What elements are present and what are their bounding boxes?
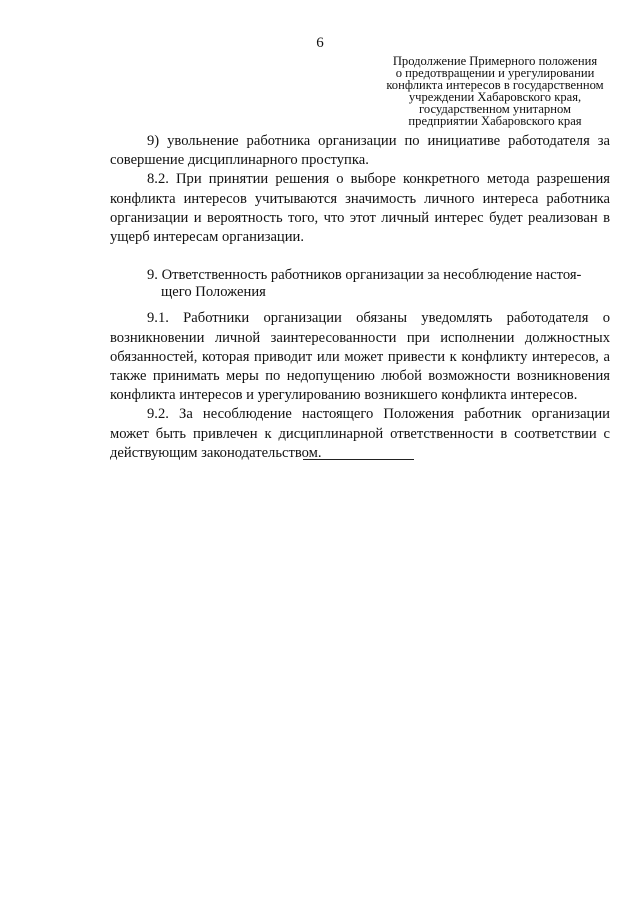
header-note-line: государственном унитарном (419, 102, 571, 116)
document-body (110, 132, 610, 463)
header-note (370, 55, 620, 127)
paragraph-9-2: 9.2. За несоблюдение настоящего Положения работник организации может быть привлечен к дисциплинарной ответственности в соответствии с действующим законодательством. (110, 406, 610, 461)
header-note-line: Продолжение Примерного положения (392, 54, 598, 68)
section-heading-9 (110, 266, 610, 299)
header-note-line: предприятии Хабаровского края (408, 114, 582, 128)
page-number: 6 (316, 35, 324, 51)
section-heading-line-1: 9. Ответственность работников организации за несоблюдение настоя- (147, 267, 582, 284)
header-note-line: учреждении Хабаровского края, (408, 90, 582, 104)
header-note-line: конфликта интересов в государственном (386, 78, 604, 92)
end-rule (303, 459, 414, 460)
paragraph-9-1: 9.1. Работники организации обязаны уведомлять работодателя о возникновении личной заинтересованности при исполнении должностных обязанностей, которая приводит или может привести к конфликту интересов, а также принимать меры по недопущению любой возможности возникновения конфликта интересов и урегулированию возникшего конфликта интересов. (110, 310, 610, 404)
header-note-line: о предотвращении и урегулировании (395, 66, 595, 80)
section-heading-line-2: щего Положения (161, 284, 266, 301)
paragraph-8-2: 8.2. При принятии решения о выборе конкретного метода разрешения конфликта интересов учитываются значимость личного интереса работника организации и вероятность того, что этот личный интерес будет реализован в ущерб интересам организации. (110, 171, 610, 246)
paragraph-item-9: 9) увольнение работника организации по инициативе работодателя за совершение дисциплинарного проступка. (110, 133, 610, 169)
